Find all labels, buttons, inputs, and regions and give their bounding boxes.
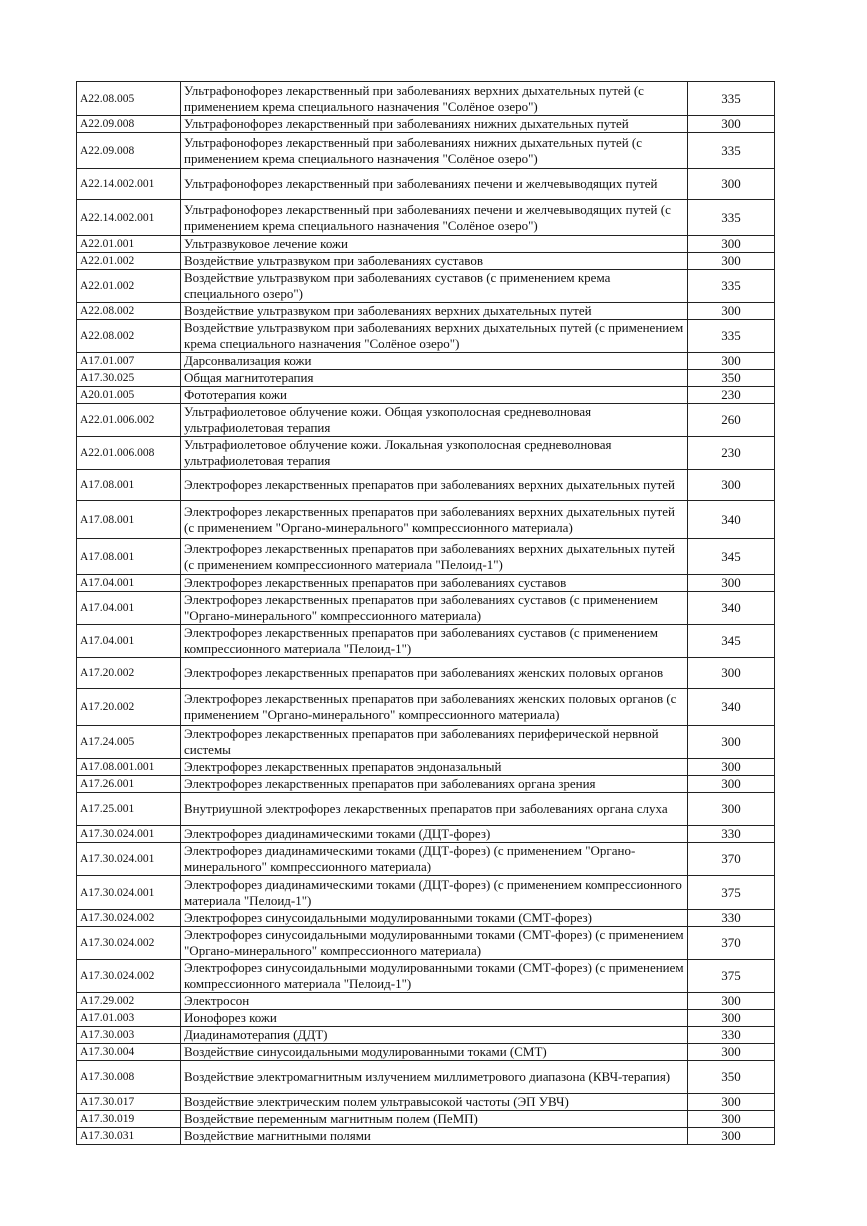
service-price: 300 [688,658,775,689]
table-row [77,843,775,876]
service-name: Воздействие ультразвуком при заболеваниях суставов (с применением крема специального озеро") [181,270,688,303]
service-name: Ультразвуковое лечение кожи [181,236,688,253]
table-row [77,1094,775,1111]
table-row [77,1044,775,1061]
service-price: 300 [688,1044,775,1061]
service-price: 370 [688,927,775,960]
table-row [77,133,775,169]
service-price: 335 [688,82,775,116]
service-code: A17.30.024.001 [77,843,181,876]
table-row [77,1010,775,1027]
table-row [77,726,775,759]
table-row [77,793,775,826]
service-name: Ионофорез кожи [181,1010,688,1027]
price-table-body [77,82,775,1145]
service-price: 300 [688,303,775,320]
table-row [77,270,775,303]
service-price: 300 [688,1111,775,1128]
table-row [77,370,775,387]
service-name: Ультрафиолетовое облучение кожи. Общая узкополосная средневолновая ультрафиолетовая терапия [181,404,688,437]
table-row [77,826,775,843]
service-code: A17.08.001 [77,539,181,575]
service-name: Ультрафонофорез лекарственный при заболеваниях печени и желчевыводящих путей (с применением крема специального назначения "Солёное озеро") [181,200,688,236]
table-row [77,200,775,236]
service-price: 300 [688,353,775,370]
service-code: A17.30.024.002 [77,910,181,927]
service-price: 370 [688,843,775,876]
service-price: 330 [688,826,775,843]
service-code: A17.30.003 [77,1027,181,1044]
service-price: 300 [688,116,775,133]
service-price: 375 [688,960,775,993]
service-code: A22.08.005 [77,82,181,116]
service-code: A20.01.005 [77,387,181,404]
table-row [77,910,775,927]
service-price: 300 [688,169,775,200]
table-row [77,993,775,1010]
table-row [77,759,775,776]
service-price: 340 [688,501,775,539]
service-price: 330 [688,910,775,927]
table-row [77,470,775,501]
service-price: 300 [688,575,775,592]
table-row [77,404,775,437]
service-code: A17.20.002 [77,689,181,726]
service-name: Воздействие ультразвуком при заболеваниях верхних дыхательных путей [181,303,688,320]
service-code: A17.01.007 [77,353,181,370]
service-name: Воздействие магнитными полями [181,1128,688,1145]
service-name: Электрофорез диадинамическими токами (ДЦТ-форез) (с применением компрессионного материала "Пелоид-1") [181,876,688,910]
service-code: A17.25.001 [77,793,181,826]
service-code: A17.30.025 [77,370,181,387]
service-code: A17.30.019 [77,1111,181,1128]
service-price: 300 [688,793,775,826]
table-row [77,625,775,658]
table-row [77,501,775,539]
table-row [77,303,775,320]
service-price: 330 [688,1027,775,1044]
service-code: A22.01.001 [77,236,181,253]
service-price: 300 [688,1010,775,1027]
service-price: 335 [688,133,775,169]
service-price: 335 [688,200,775,236]
service-code: A17.30.008 [77,1061,181,1094]
table-row [77,82,775,116]
table-row [77,1061,775,1094]
service-name: Общая магнитотерапия [181,370,688,387]
service-name: Электрофорез лекарственных препаратов при заболеваниях женских половых органов [181,658,688,689]
table-row [77,1111,775,1128]
service-name: Электрофорез лекарственных препаратов эндоназальный [181,759,688,776]
service-price: 340 [688,592,775,625]
service-price: 300 [688,993,775,1010]
service-price: 230 [688,387,775,404]
service-name: Воздействие электрическим полем ультравысокой частоты (ЭП УВЧ) [181,1094,688,1111]
table-row [77,592,775,625]
service-price: 350 [688,1061,775,1094]
service-price: 335 [688,320,775,353]
service-code: A17.30.004 [77,1044,181,1061]
service-code: A17.30.024.002 [77,927,181,960]
service-name: Ультрафонофорез лекарственный при заболеваниях верхних дыхательных путей (с применением крема специального назначения "Солёное озеро") [181,82,688,116]
service-price: 340 [688,689,775,726]
service-name: Электрофорез лекарственных препаратов при заболеваниях суставов (с применением "Органо-минерального" компрессионного материала) [181,592,688,625]
service-name: Электрофорез лекарственных препаратов при заболеваниях органа зрения [181,776,688,793]
service-name: Электрофорез лекарственных препаратов при заболеваниях верхних дыхательных путей (с применением компрессионного материала "Пелоид-1") [181,539,688,575]
service-code: A17.04.001 [77,625,181,658]
price-table [76,81,775,1145]
service-code: A22.14.002.001 [77,200,181,236]
service-name: Воздействие ультразвуком при заболеваниях верхних дыхательных путей (с применением крема специального назначения "Солёное озеро") [181,320,688,353]
table-row [77,1128,775,1145]
service-price: 350 [688,370,775,387]
service-name: Внутриушной электрофорез лекарственных препаратов при заболеваниях органа слуха [181,793,688,826]
service-name: Электрофорез лекарственных препаратов при заболеваниях верхних дыхательных путей (с применением "Органо-минерального" компрессионного материала) [181,501,688,539]
service-code: A17.04.001 [77,575,181,592]
service-name: Воздействие переменным магнитным полем (ПеМП) [181,1111,688,1128]
service-price: 300 [688,726,775,759]
table-row [77,658,775,689]
service-code: A22.01.006.008 [77,437,181,470]
service-code: A22.09.008 [77,133,181,169]
service-code: A17.30.024.001 [77,876,181,910]
service-name: Воздействие синусоидальными модулированными токами (СМТ) [181,1044,688,1061]
service-price: 345 [688,625,775,658]
service-code: A22.08.002 [77,320,181,353]
service-name: Фототерапия кожи [181,387,688,404]
table-row [77,353,775,370]
table-row [77,320,775,353]
service-code: A17.30.024.002 [77,960,181,993]
service-code: A17.01.003 [77,1010,181,1027]
service-name: Электрофорез лекарственных препаратов при заболеваниях суставов [181,575,688,592]
service-code: A17.08.001 [77,501,181,539]
table-row [77,253,775,270]
service-price: 335 [688,270,775,303]
service-name: Электрофорез синусоидальными модулированными токами (СМТ-форез) (с применением компрессионного материала "Пелоид-1") [181,960,688,993]
service-code: A22.14.002.001 [77,169,181,200]
service-code: A17.30.017 [77,1094,181,1111]
service-price: 375 [688,876,775,910]
service-name: Электрофорез синусоидальными модулированными токами (СМТ-форез) [181,910,688,927]
service-code: A22.01.002 [77,270,181,303]
service-price: 345 [688,539,775,575]
table-row [77,169,775,200]
service-price: 300 [688,776,775,793]
table-row [77,387,775,404]
service-price: 300 [688,759,775,776]
table-row [77,776,775,793]
table-row [77,960,775,993]
service-name: Электросон [181,993,688,1010]
service-name: Ультрафонофорез лекарственный при заболеваниях нижних дыхательных путей [181,116,688,133]
table-row [77,437,775,470]
service-code: A17.30.031 [77,1128,181,1145]
service-price: 300 [688,253,775,270]
service-name: Ультрафонофорез лекарственный при заболеваниях нижних дыхательных путей (с применением крема специального назначения "Солёное озеро") [181,133,688,169]
service-price: 300 [688,1094,775,1111]
service-code: A22.09.008 [77,116,181,133]
service-price: 260 [688,404,775,437]
service-name: Электрофорез лекарственных препаратов при заболеваниях женских половых органов (с применением "Органо-минерального" компрессионного материала) [181,689,688,726]
service-name: Дарсонвализация кожи [181,353,688,370]
table-row [77,689,775,726]
service-price: 230 [688,437,775,470]
service-name: Электрофорез диадинамическими токами (ДЦТ-форез) [181,826,688,843]
service-price: 300 [688,236,775,253]
service-code: A17.20.002 [77,658,181,689]
table-row [77,1027,775,1044]
service-code: A22.01.006.002 [77,404,181,437]
service-name: Электрофорез лекарственных препаратов при заболеваниях верхних дыхательных путей [181,470,688,501]
service-code: A17.24.005 [77,726,181,759]
service-code: A22.01.002 [77,253,181,270]
service-name: Диадинамотерапия (ДДТ) [181,1027,688,1044]
service-name: Электрофорез лекарственных препаратов при заболеваниях суставов (с применением компрессионного материала "Пелоид-1") [181,625,688,658]
table-row [77,927,775,960]
table-row [77,116,775,133]
service-code: A17.08.001 [77,470,181,501]
table-row [77,236,775,253]
table-row [77,539,775,575]
service-name: Воздействие ультразвуком при заболеваниях суставов [181,253,688,270]
service-name: Ультрафонофорез лекарственный при заболеваниях печени и желчевыводящих путей [181,169,688,200]
service-name: Электрофорез синусоидальными модулированными токами (СМТ-форез) (с применением "Органо-минерального" компрессионного материала) [181,927,688,960]
service-code: A17.29.002 [77,993,181,1010]
table-row [77,876,775,910]
service-code: A22.08.002 [77,303,181,320]
service-code: A17.08.001.001 [77,759,181,776]
service-name: Ультрафиолетовое облучение кожи. Локальная узкополосная средневолновая ультрафиолетовая терапия [181,437,688,470]
service-code: A17.26.001 [77,776,181,793]
service-code: A17.04.001 [77,592,181,625]
service-price: 300 [688,1128,775,1145]
service-code: A17.30.024.001 [77,826,181,843]
service-name: Воздействие электромагнитным излучением миллиметрового диапазона (КВЧ-терапия) [181,1061,688,1094]
service-price: 300 [688,470,775,501]
service-name: Электрофорез диадинамическими токами (ДЦТ-форез) (с применением "Органо-минерального" компрессионного материала) [181,843,688,876]
service-name: Электрофорез лекарственных препаратов при заболеваниях периферической нервной системы [181,726,688,759]
table-row [77,575,775,592]
